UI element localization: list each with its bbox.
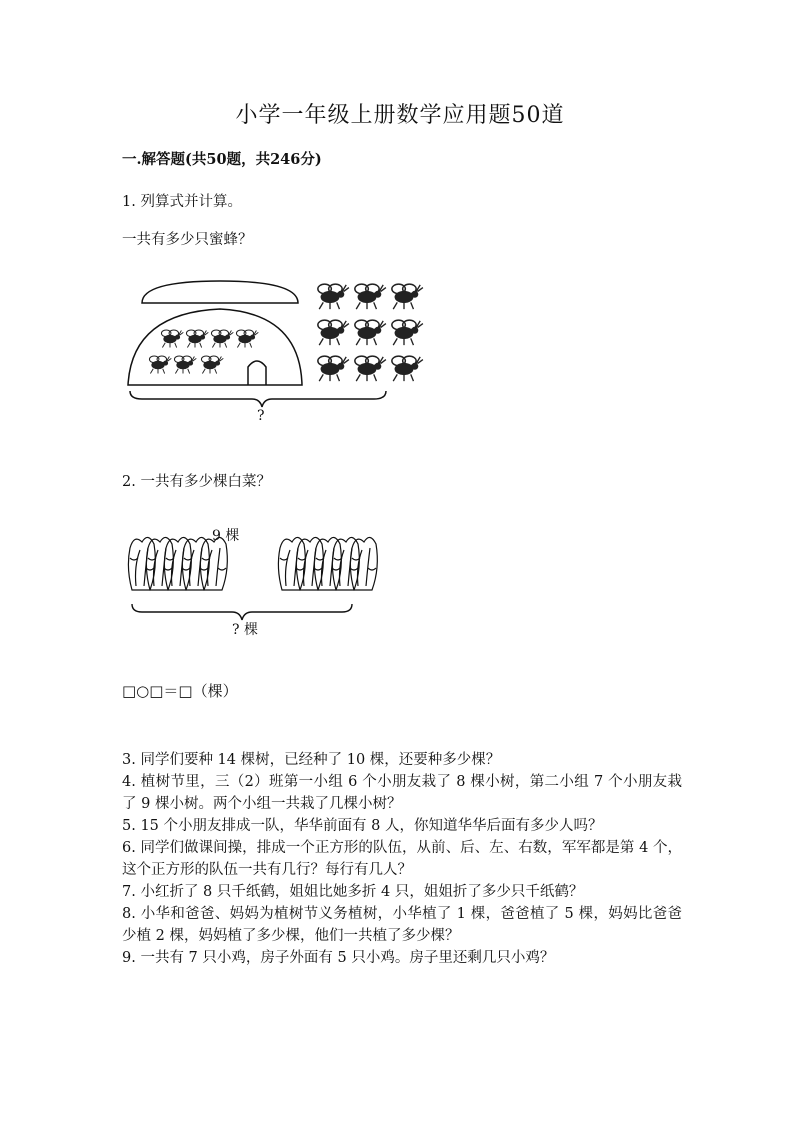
- question-item: 6. 同学们做课间操，排成一个正方形的队伍，从前、后、左、右数，军军都是第 4 个，这个正方形的队伍一共有几行？每行有几人？: [122, 840, 682, 878]
- bee-icon: [355, 356, 386, 381]
- cabbage-icon: [332, 537, 359, 590]
- bee-icon: [355, 320, 386, 345]
- hive-roof: [142, 281, 298, 303]
- bee-icon: [318, 320, 349, 345]
- bee-icon: [392, 356, 423, 381]
- question-1-heading: 1. 列算式并计算。: [122, 194, 242, 210]
- hive-body: [128, 309, 302, 385]
- total-brace: [130, 391, 386, 407]
- cabbage-icon: [146, 537, 173, 590]
- cabbage-icon: [164, 537, 191, 590]
- total-brace: [132, 604, 352, 620]
- question-item: 4. 植树节里，三（2）班第一小组 6 个小朋友栽了 8 棵小树，第二小组 7 个小朋友栽了 9 棵小树。两个小组一共栽了几棵小树？: [122, 774, 682, 812]
- figure-label-total: ? 棵: [232, 622, 258, 638]
- bee-icon: [355, 284, 386, 309]
- question-list: [122, 749, 682, 969]
- cabbage-icon: [278, 537, 305, 590]
- question-item: 5. 15 个小朋友排成一队，华华前面有 8 人，你知道华华后面有多少人吗？: [122, 818, 603, 834]
- cabbage-icon: [128, 537, 155, 590]
- cabbage-icon: [350, 537, 377, 590]
- cabbage-icon: [200, 537, 227, 590]
- bee-icon: [211, 330, 233, 348]
- hive-door: [248, 361, 266, 385]
- bee-icon: [392, 320, 423, 345]
- bee-icon: [236, 330, 258, 348]
- bee-icon: [186, 330, 208, 348]
- question-item: 8. 小华和爸爸、妈妈为植树节义务植树，小华植了 1 棵，爸爸植了 5 棵，妈妈比爸爸少植 2 棵，妈妈植了多少棵，他们一共植了多少棵？: [122, 906, 682, 944]
- bee-icon: [161, 330, 183, 348]
- figure-label-nine: 9 棵: [212, 528, 240, 544]
- question-item: 7. 小红折了 8 只千纸鹤，姐姐比她多折 4 只，姐姐折了多少只千纸鹤？: [122, 884, 584, 900]
- bee-icon: [201, 356, 223, 374]
- question-1-prompt: 一共有多少只蜜蜂？: [122, 232, 253, 248]
- cabbage-icon: [314, 537, 341, 590]
- bee-icon: [318, 284, 349, 309]
- bee-icon: [392, 284, 423, 309]
- bee-icon: [149, 356, 171, 374]
- bee-icon: [174, 356, 196, 374]
- beehive-figure: [120, 275, 440, 425]
- cabbage-icon: [296, 537, 323, 590]
- page-title: 小学一年级上册数学应用题50道: [235, 103, 565, 128]
- bee-icon: [318, 356, 349, 381]
- question-item: 9. 一共有 7 只小鸡，房子外面有 5 只小鸡。房子里还剩几只小鸡？: [122, 950, 555, 966]
- section-heading: 一.解答题(共50题，共246分): [122, 151, 322, 168]
- cabbage-figure: [120, 518, 390, 643]
- question-item: 3. 同学们要种 14 棵树，已经种了 10 棵，还要种多少棵？: [122, 752, 501, 768]
- figure-question-mark: ?: [257, 408, 265, 424]
- question-2-heading: 2. 一共有多少棵白菜？: [122, 474, 271, 490]
- cabbage-icon: [182, 537, 209, 590]
- answer-template: □○□＝□（棵）: [122, 682, 238, 700]
